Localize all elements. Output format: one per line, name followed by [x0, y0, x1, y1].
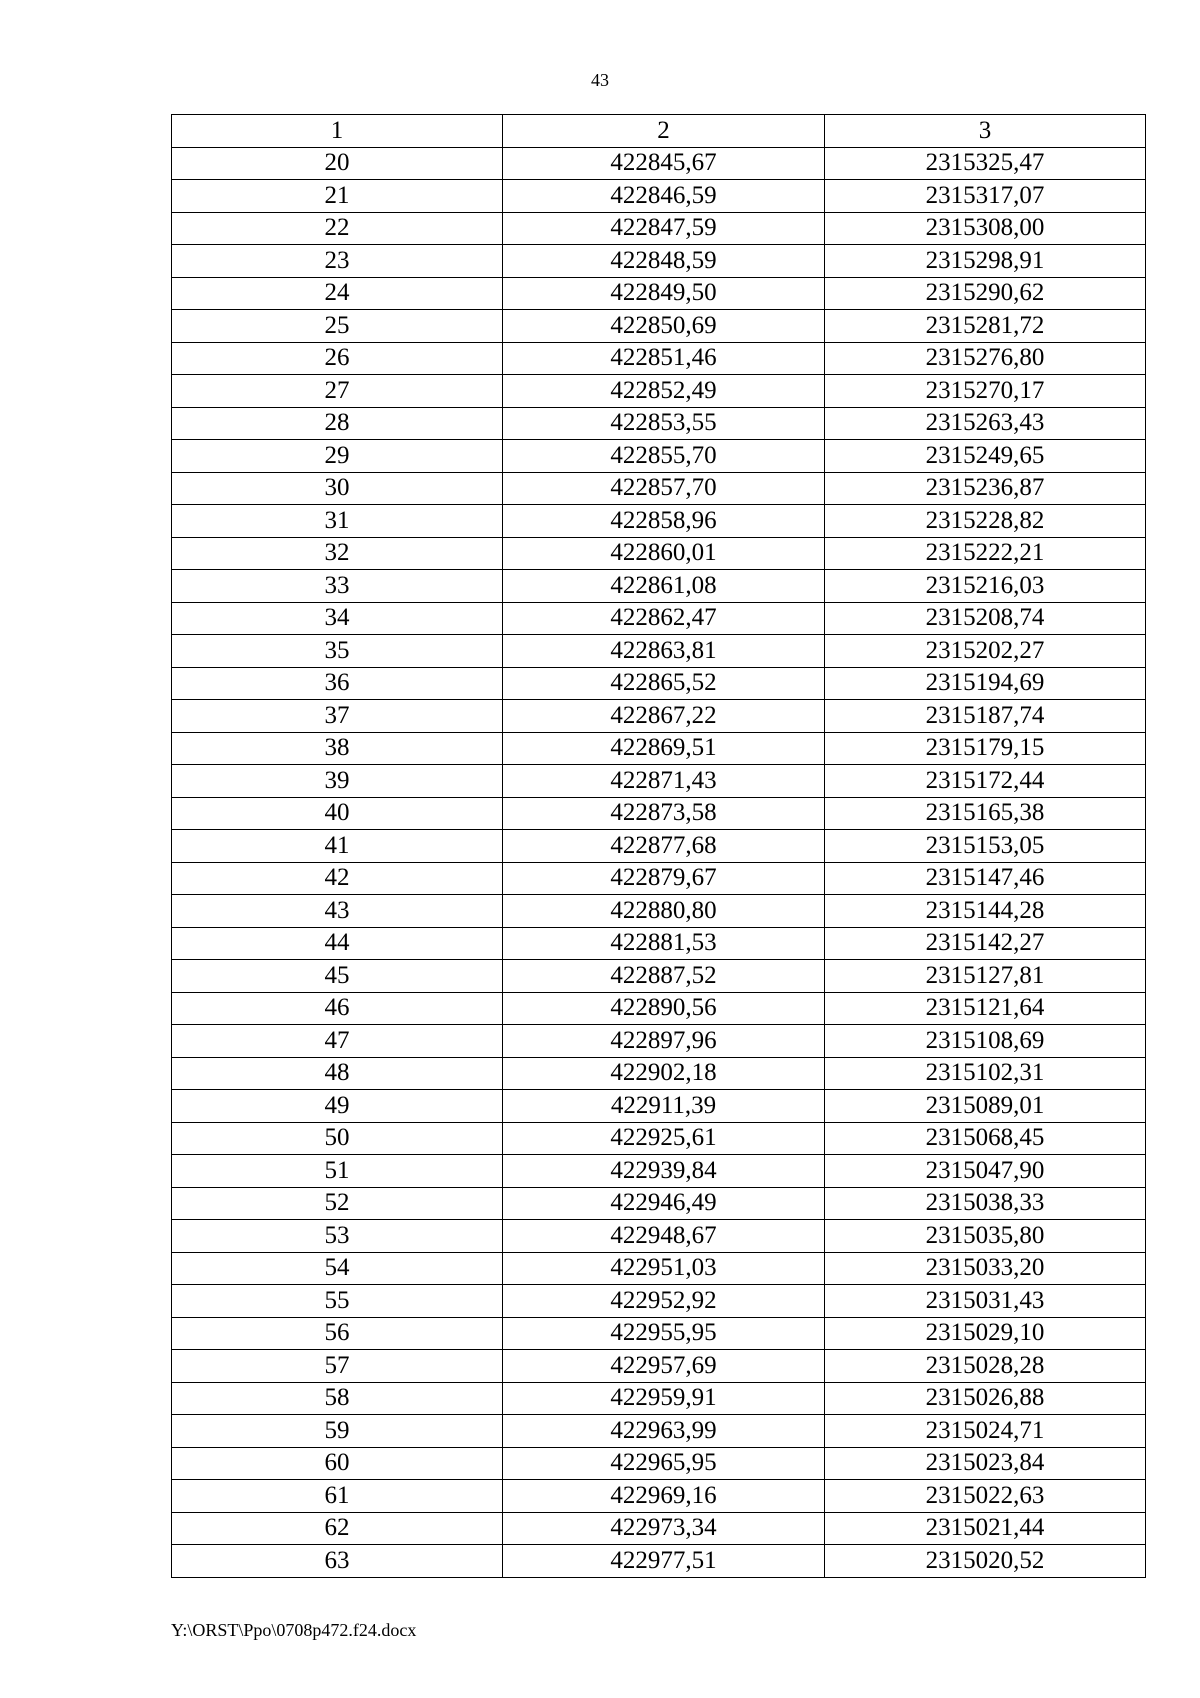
- table-cell-col-1: 55: [172, 1285, 503, 1318]
- table-row: [172, 1220, 1146, 1253]
- table-row: [172, 1415, 1146, 1448]
- table-cell-col-2: 422963,99: [503, 1415, 825, 1448]
- table-cell-col-2: 422957,69: [503, 1350, 825, 1383]
- table-cell-col-3: 2315202,27: [825, 635, 1146, 668]
- table-header-row: [172, 115, 1146, 148]
- table-row: [172, 797, 1146, 830]
- table-cell-col-2: 422925,61: [503, 1122, 825, 1155]
- table-cell-col-3: 2315038,33: [825, 1187, 1146, 1220]
- table-cell-col-1: 62: [172, 1512, 503, 1545]
- table-cell-col-1: 49: [172, 1090, 503, 1123]
- table-cell-col-2: 422853,55: [503, 407, 825, 440]
- table-cell-col-2: 422880,80: [503, 895, 825, 928]
- table-cell-col-1: 21: [172, 180, 503, 213]
- table-cell-col-2: 422939,84: [503, 1155, 825, 1188]
- table-cell-col-1: 61: [172, 1480, 503, 1513]
- table-cell-col-2: 422862,47: [503, 602, 825, 635]
- table-cell-col-1: 60: [172, 1447, 503, 1480]
- table-cell-col-3: 2315194,69: [825, 667, 1146, 700]
- table-cell-col-1: 23: [172, 245, 503, 278]
- table-cell-col-1: 44: [172, 927, 503, 960]
- table-cell-col-2: 422977,51: [503, 1545, 825, 1578]
- table-cell-col-1: 28: [172, 407, 503, 440]
- table-cell-col-2: 422879,67: [503, 862, 825, 895]
- table-cell-col-3: 2315208,74: [825, 602, 1146, 635]
- footer-file-path: Y:\ORST\Ppo\0708p472.f24.docx: [171, 1620, 417, 1640]
- table-cell-col-1: 40: [172, 797, 503, 830]
- table-cell-col-3: 2315165,38: [825, 797, 1146, 830]
- table-row: [172, 602, 1146, 635]
- table-row: [172, 1252, 1146, 1285]
- table-cell-col-2: 422973,34: [503, 1512, 825, 1545]
- table-cell-col-1: 32: [172, 537, 503, 570]
- table-cell-col-2: 422911,39: [503, 1090, 825, 1123]
- table-cell-col-1: 22: [172, 212, 503, 245]
- table-cell-col-2: 422902,18: [503, 1057, 825, 1090]
- table-cell-col-2: 422897,96: [503, 1025, 825, 1058]
- table-cell-col-1: 45: [172, 960, 503, 993]
- table-cell-col-2: 422848,59: [503, 245, 825, 278]
- table-cell-col-3: 2315029,10: [825, 1317, 1146, 1350]
- table-row: [172, 212, 1146, 245]
- table-row: [172, 537, 1146, 570]
- table-cell-col-3: 2315035,80: [825, 1220, 1146, 1253]
- table-cell-col-1: 39: [172, 765, 503, 798]
- table-cell-col-3: 2315023,84: [825, 1447, 1146, 1480]
- table-row: [172, 992, 1146, 1025]
- table-row: [172, 1187, 1146, 1220]
- table-cell-col-3: 2315325,47: [825, 147, 1146, 180]
- table-row: [172, 375, 1146, 408]
- table-cell-col-3: 2315249,65: [825, 440, 1146, 473]
- table-cell-col-3: 2315021,44: [825, 1512, 1146, 1545]
- table-cell-col-1: 31: [172, 505, 503, 538]
- table-cell-col-3: 2315026,88: [825, 1382, 1146, 1415]
- table-row: [172, 1155, 1146, 1188]
- table-cell-col-1: 59: [172, 1415, 503, 1448]
- table-cell-col-2: 422946,49: [503, 1187, 825, 1220]
- table-cell-col-3: 2315270,17: [825, 375, 1146, 408]
- table-cell-col-2: 422851,46: [503, 342, 825, 375]
- table-cell-col-2: 422850,69: [503, 310, 825, 343]
- table-cell-col-1: 47: [172, 1025, 503, 1058]
- table-cell-col-3: 2315276,80: [825, 342, 1146, 375]
- table-cell-col-1: 42: [172, 862, 503, 895]
- table-row: [172, 1090, 1146, 1123]
- table-row: [172, 1512, 1146, 1545]
- table-row: [172, 147, 1146, 180]
- table-cell-col-1: 36: [172, 667, 503, 700]
- table-row: [172, 1025, 1146, 1058]
- table-cell-col-1: 35: [172, 635, 503, 668]
- table-cell-col-1: 51: [172, 1155, 503, 1188]
- table-cell-col-2: 422857,70: [503, 472, 825, 505]
- table-row: [172, 1382, 1146, 1415]
- table-cell-col-2: 422877,68: [503, 830, 825, 863]
- table-cell-col-3: 2315263,43: [825, 407, 1146, 440]
- table-row: [172, 862, 1146, 895]
- table-cell-col-1: 33: [172, 570, 503, 603]
- table-cell-col-3: 2315179,15: [825, 732, 1146, 765]
- table-cell-col-3: 2315281,72: [825, 310, 1146, 343]
- table-cell-col-2: 422846,59: [503, 180, 825, 213]
- table-cell-col-3: 2315089,01: [825, 1090, 1146, 1123]
- table-cell-col-1: 54: [172, 1252, 503, 1285]
- table-cell-col-1: 56: [172, 1317, 503, 1350]
- table-cell-col-1: 37: [172, 700, 503, 733]
- table-cell-col-2: 422858,96: [503, 505, 825, 538]
- table-row: [172, 277, 1146, 310]
- column-header-2: 2: [503, 115, 825, 148]
- table-cell-col-3: 2315317,07: [825, 180, 1146, 213]
- table-cell-col-3: 2315172,44: [825, 765, 1146, 798]
- coordinates-table: [171, 114, 1146, 1578]
- table-cell-col-1: 29: [172, 440, 503, 473]
- table-cell-col-3: 2315121,64: [825, 992, 1146, 1025]
- table-row: [172, 245, 1146, 278]
- table-row: [172, 310, 1146, 343]
- table-cell-col-3: 2315187,74: [825, 700, 1146, 733]
- table-cell-col-3: 2315142,27: [825, 927, 1146, 960]
- table-cell-col-3: 2315236,87: [825, 472, 1146, 505]
- table-cell-col-1: 58: [172, 1382, 503, 1415]
- table-cell-col-3: 2315020,52: [825, 1545, 1146, 1578]
- table-cell-col-2: 422852,49: [503, 375, 825, 408]
- table-cell-col-3: 2315147,46: [825, 862, 1146, 895]
- table-cell-col-1: 43: [172, 895, 503, 928]
- table-cell-col-3: 2315024,71: [825, 1415, 1146, 1448]
- table-cell-col-1: 57: [172, 1350, 503, 1383]
- table-cell-col-3: 2315033,20: [825, 1252, 1146, 1285]
- table-cell-col-1: 52: [172, 1187, 503, 1220]
- table-cell-col-1: 34: [172, 602, 503, 635]
- table-cell-col-2: 422873,58: [503, 797, 825, 830]
- table-cell-col-2: 422952,92: [503, 1285, 825, 1318]
- table-row: [172, 505, 1146, 538]
- table-cell-col-2: 422847,59: [503, 212, 825, 245]
- table-row: [172, 960, 1146, 993]
- table-cell-col-1: 30: [172, 472, 503, 505]
- table-cell-col-3: 2315228,82: [825, 505, 1146, 538]
- table-row: [172, 1350, 1146, 1383]
- table-row: [172, 1122, 1146, 1155]
- table-row: [172, 895, 1146, 928]
- table-row: [172, 830, 1146, 863]
- table-cell-col-3: 2315028,28: [825, 1350, 1146, 1383]
- table-cell-col-2: 422881,53: [503, 927, 825, 960]
- table-cell-col-2: 422871,43: [503, 765, 825, 798]
- table-cell-col-1: 46: [172, 992, 503, 1025]
- table-row: [172, 1317, 1146, 1350]
- table-cell-col-1: 27: [172, 375, 503, 408]
- table-cell-col-1: 50: [172, 1122, 503, 1155]
- table-cell-col-2: 422887,52: [503, 960, 825, 993]
- table-cell-col-2: 422865,52: [503, 667, 825, 700]
- table-row: [172, 1057, 1146, 1090]
- table-row: [172, 1285, 1146, 1318]
- table-cell-col-2: 422849,50: [503, 277, 825, 310]
- table-cell-col-1: 63: [172, 1545, 503, 1578]
- table-cell-col-1: 38: [172, 732, 503, 765]
- table-cell-col-1: 26: [172, 342, 503, 375]
- table-body: [172, 147, 1146, 1577]
- table-cell-col-2: 422860,01: [503, 537, 825, 570]
- table-row: [172, 1545, 1146, 1578]
- table-cell-col-3: 2315047,90: [825, 1155, 1146, 1188]
- table-cell-col-2: 422855,70: [503, 440, 825, 473]
- table-row: [172, 180, 1146, 213]
- table-cell-col-2: 422959,91: [503, 1382, 825, 1415]
- table-cell-col-1: 24: [172, 277, 503, 310]
- column-header-1: 1: [172, 115, 503, 148]
- table-cell-col-2: 422861,08: [503, 570, 825, 603]
- table-row: [172, 472, 1146, 505]
- table-row: [172, 700, 1146, 733]
- table-cell-col-2: 422948,67: [503, 1220, 825, 1253]
- table-cell-col-3: 2315298,91: [825, 245, 1146, 278]
- page-number: 43: [591, 70, 609, 90]
- table-cell-col-2: 422867,22: [503, 700, 825, 733]
- table-cell-col-2: 422890,56: [503, 992, 825, 1025]
- table-row: [172, 1447, 1146, 1480]
- table-cell-col-3: 2315022,63: [825, 1480, 1146, 1513]
- column-header-3: 3: [825, 115, 1146, 148]
- table-row: [172, 440, 1146, 473]
- table-cell-col-1: 48: [172, 1057, 503, 1090]
- table-cell-col-3: 2315108,69: [825, 1025, 1146, 1058]
- table-cell-col-2: 422955,95: [503, 1317, 825, 1350]
- table-cell-col-3: 2315153,05: [825, 830, 1146, 863]
- table-cell-col-3: 2315127,81: [825, 960, 1146, 993]
- table-cell-col-3: 2315031,43: [825, 1285, 1146, 1318]
- table-row: [172, 927, 1146, 960]
- table-row: [172, 732, 1146, 765]
- table-cell-col-2: 422845,67: [503, 147, 825, 180]
- table-row: [172, 765, 1146, 798]
- table-row: [172, 570, 1146, 603]
- table-cell-col-1: 20: [172, 147, 503, 180]
- table-cell-col-1: 53: [172, 1220, 503, 1253]
- table-row: [172, 407, 1146, 440]
- table-cell-col-2: 422969,16: [503, 1480, 825, 1513]
- table-cell-col-3: 2315144,28: [825, 895, 1146, 928]
- table-cell-col-3: 2315308,00: [825, 212, 1146, 245]
- table-cell-col-1: 25: [172, 310, 503, 343]
- table-cell-col-2: 422863,81: [503, 635, 825, 668]
- table-cell-col-2: 422951,03: [503, 1252, 825, 1285]
- table-cell-col-3: 2315290,62: [825, 277, 1146, 310]
- table-row: [172, 342, 1146, 375]
- table-cell-col-3: 2315068,45: [825, 1122, 1146, 1155]
- table-cell-col-1: 41: [172, 830, 503, 863]
- table-cell-col-2: 422965,95: [503, 1447, 825, 1480]
- table-cell-col-3: 2315216,03: [825, 570, 1146, 603]
- table-cell-col-3: 2315222,21: [825, 537, 1146, 570]
- table-row: [172, 635, 1146, 668]
- table-cell-col-2: 422869,51: [503, 732, 825, 765]
- table-row: [172, 667, 1146, 700]
- table-cell-col-3: 2315102,31: [825, 1057, 1146, 1090]
- table-row: [172, 1480, 1146, 1513]
